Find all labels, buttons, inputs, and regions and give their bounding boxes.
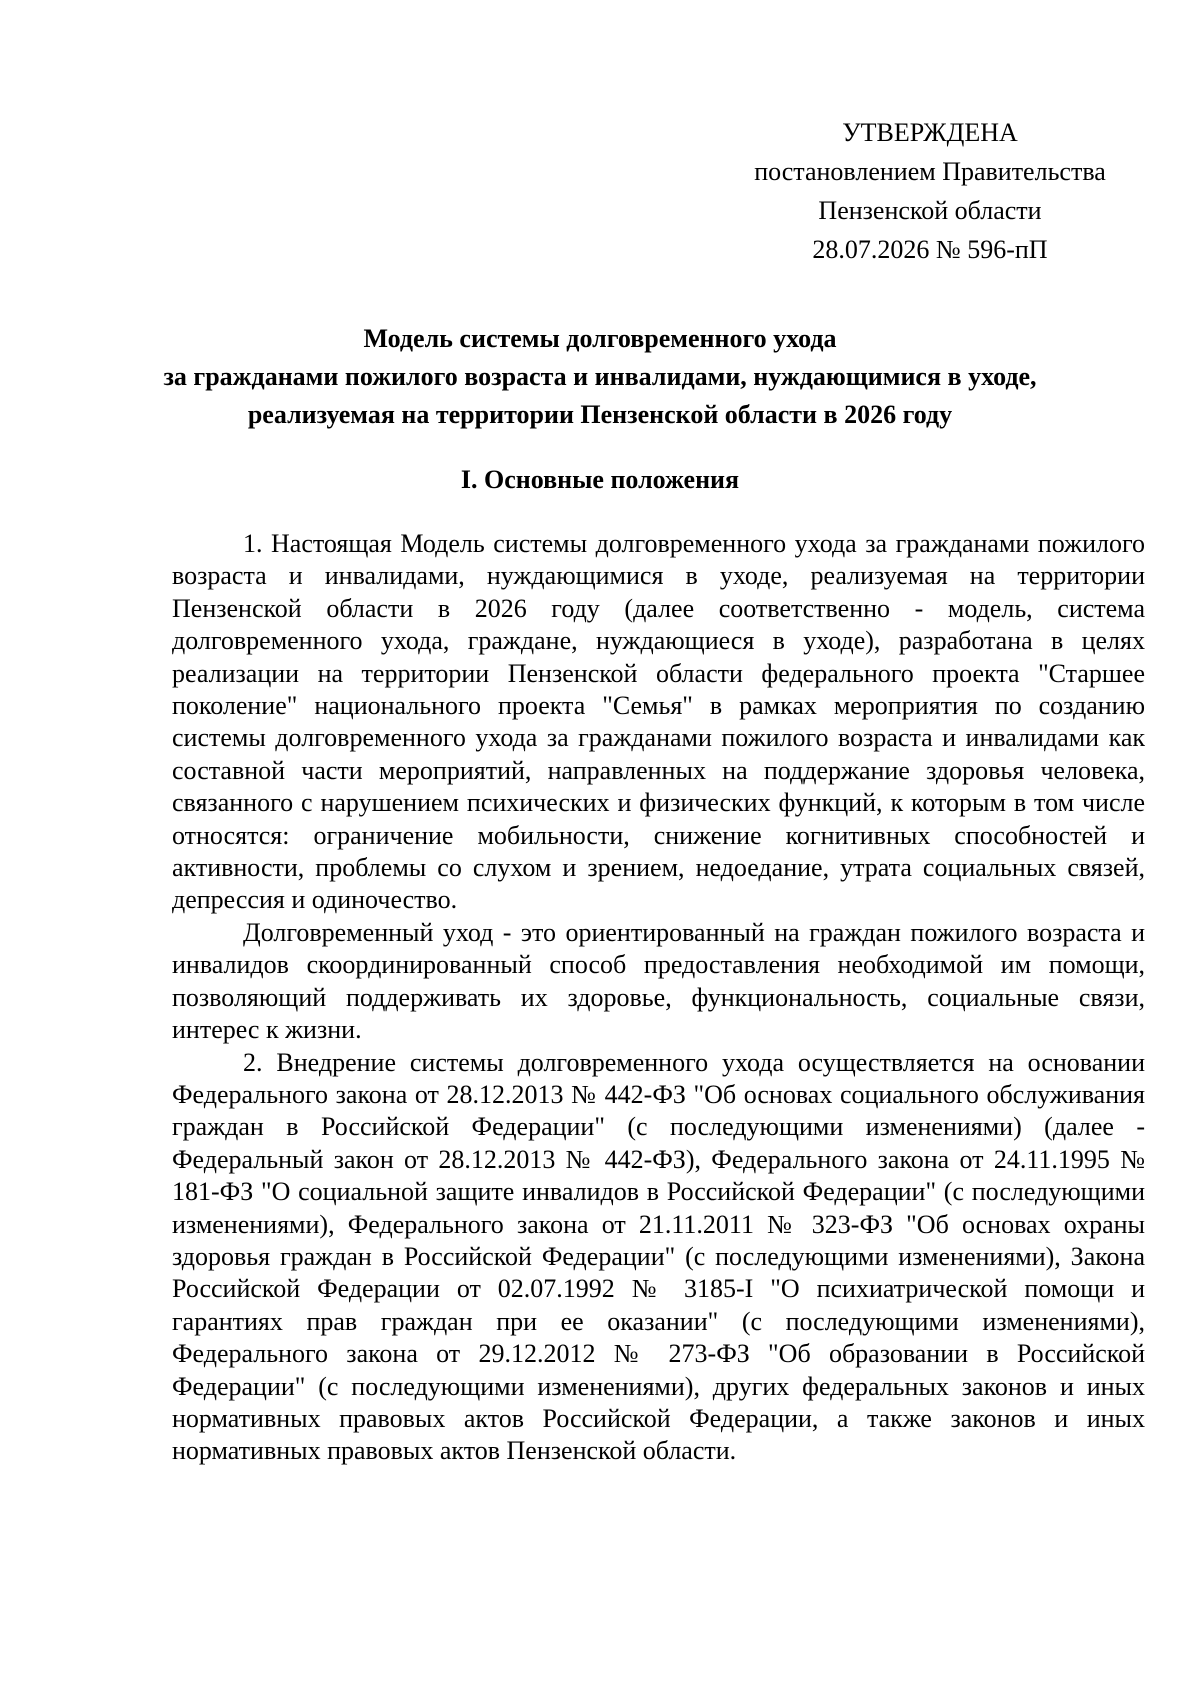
approval-basis: постановлением Правительства: [754, 157, 1106, 186]
title-line: Модель системы долговременного ухода: [363, 324, 837, 353]
paragraph: 2. Внедрение системы долговременного ухода осуществляется на основании Федерального закона от 28.12.2013 № 442-ФЗ "Об основах социального обслуживания граждан в Российской Федерации" (с последующими изменениями) (далее - Федеральный закон от 28.12.2013 № 442-ФЗ), Федерального закона от 24.11.1995 № 181-ФЗ "О социальной защите инвалидов в Российской Федерации" (с последующими изменениями), Федерального закона от 21.11.2011 № 323-ФЗ "Об основах охраны здоровья граждан в Российской Федерации" (с последующими изменениями), Закона Российской Федерации от 02.07.1992 № 3185-I "О психиатрической помощи и гарантиях прав граждан при ее оказании" (с последующими изменениями), Федерального закона от 29.12.2012 № 273-ФЗ "Об образовании в Российской Федерации" (с последующими изменениями), других федеральных законов и иных нормативных правовых актов Российской Федерации, а также законов и иных нормативных правовых актов Пензенской области.: [172, 1047, 1145, 1466]
title-line: реализуемая на территории Пензенской области в 2026 году: [247, 400, 953, 429]
approval-date-number: 28.07.2026 № 596-пП: [812, 235, 1048, 264]
title-line: за гражданами пожилого возраста и инвалидами, нуждающимися в уходе,: [163, 362, 1037, 391]
paragraph: Долговременный уход - это ориентированный на граждан пожилого возраста и инвалидов скоординированный способ предоставления необходимой им помощи, позволяющий поддерживать их здоровье, функциональность, социальные связи, интерес к жизни.: [172, 917, 1145, 1045]
approval-status: УТВЕРЖДЕНА: [842, 118, 1018, 147]
paragraph: 1. Настоящая Модель системы долговременного ухода за гражданами пожилого возраста и инвалидами, нуждающимися в уходе, реализуемая на территории Пензенской области в 2026 году (далее соответственно - модель, система долговременного ухода, граждане, нуждающиеся в уходе), разработана в целях реализации на территории Пензенской области федерального проекта "Старшее поколение" национального проекта "Семья" в рамках мероприятия по созданию системы долговременного ухода за гражданами пожилого возраста и инвалидами как составной части мероприятий, направленных на поддержание здоровья человека, связанного с нарушением психических и физических функций, к которым в том числе относятся: ограничение мобильности, снижение когнитивных способностей и активности, проблемы со слухом и зрением, недоедание, утрата социальных связей, депрессия и одиночество.: [172, 529, 1145, 915]
approval-stamp: [720, 113, 1140, 269]
approval-region: Пензенской области: [818, 196, 1042, 225]
section-heading: I. Основные положения: [460, 465, 740, 494]
document-title: [150, 320, 1050, 434]
document-body: [172, 528, 1145, 1468]
